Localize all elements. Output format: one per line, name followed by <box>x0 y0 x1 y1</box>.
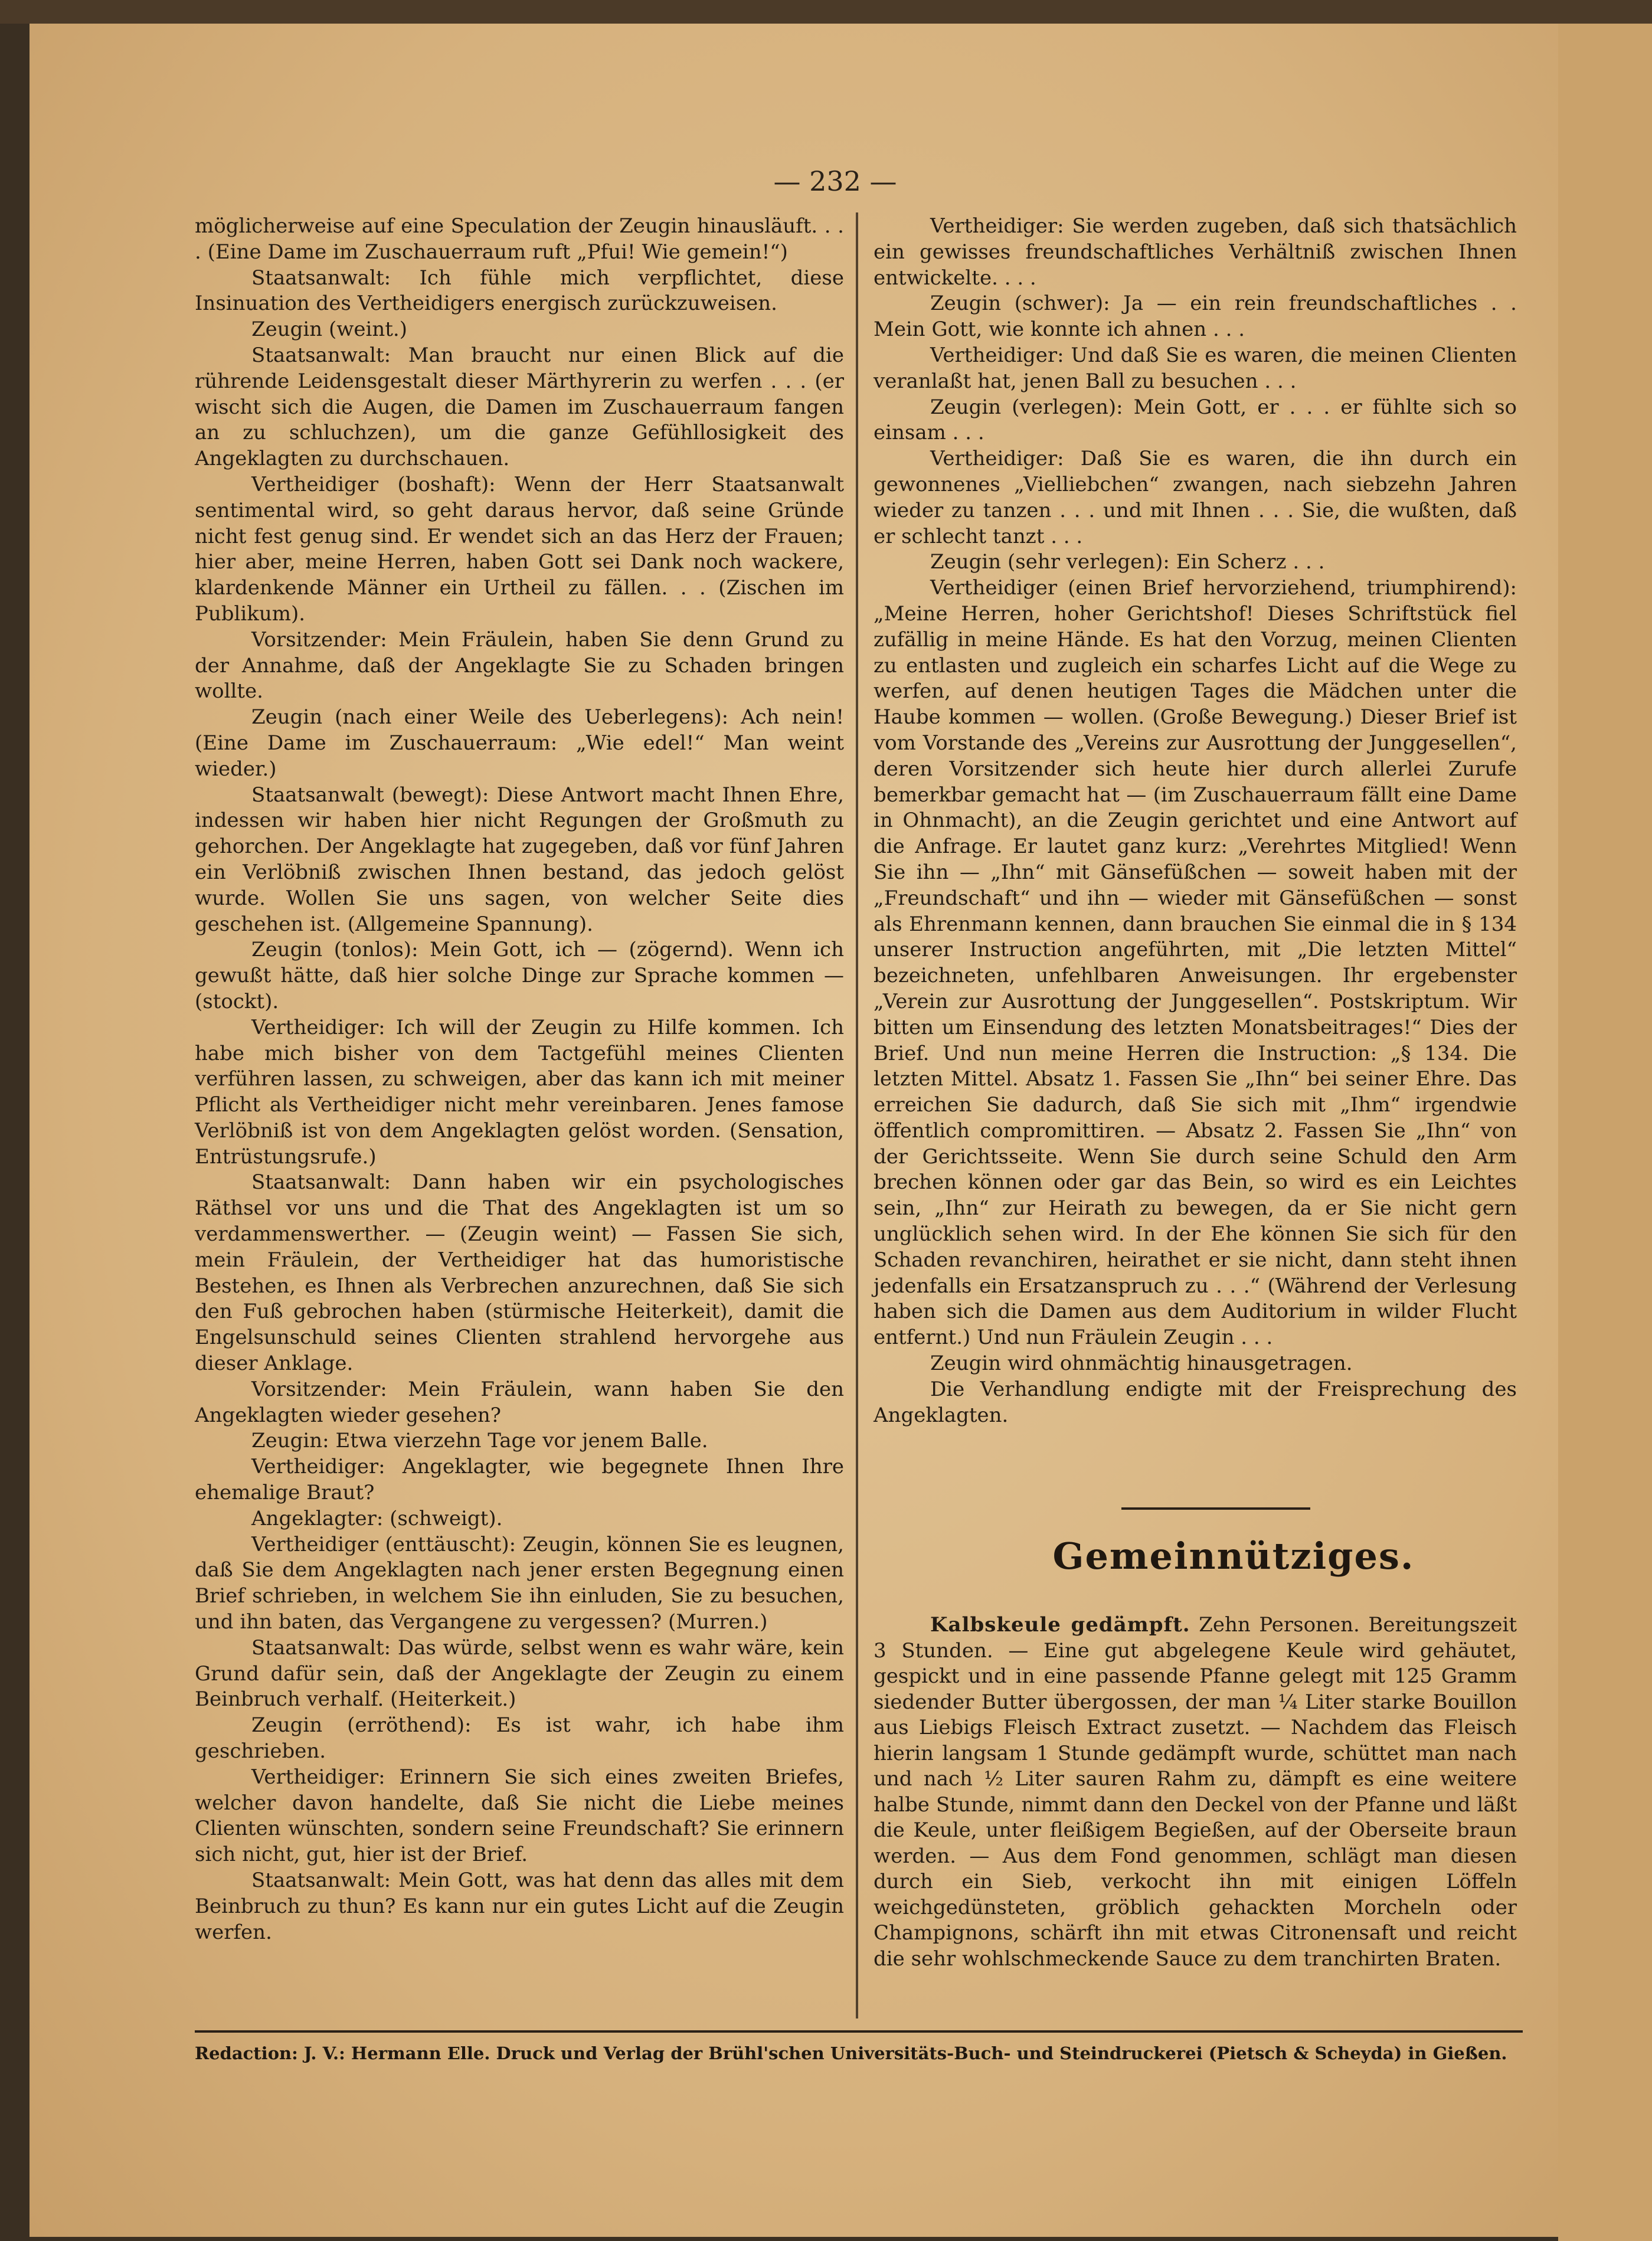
section-heading: Gemeinnütziges. <box>1052 1535 1415 1578</box>
paragraph: Angeklagter: (schweigt). <box>251 1506 503 1530</box>
page-number: — 232 — <box>773 165 897 197</box>
paragraph: Staatsanwalt: Das würde, selbst wenn es wahr wäre, kein Grund dafür sein, daß der Angeklagte der Zeugin zu einem Beinbruch verhalf. (Heiterkeit.) <box>195 1635 844 1712</box>
recipe-title: Kalbskeule gedämpft. <box>930 1613 1190 1637</box>
paragraph: Vorsitzender: Mein Fräulein, haben Sie denn Grund zu der Annahme, daß der Angeklagte Sie zu Schaden bringen wollte. <box>195 627 844 704</box>
paragraph: Zeugin (tonlos): Mein Gott, ich — (zögernd). Wenn ich gewußt hätte, daß hier solche Dinge zur Sprache kommen — (stockt). <box>195 938 844 1013</box>
paragraph: Zeugin (verlegen): Mein Gott, er . . . er fühlte sich so einsam . . . <box>874 395 1517 445</box>
paragraph: Staatsanwalt (bewegt): Diese Antwort macht Ihnen Ehre, indessen wir haben hier nicht Regungen der Großmuth zu gehorchen. Der Angeklagte hat zugegeben, daß vor fünf Jahren ein Verlöbniß zwischen Ihnen bestand, das jedoch gelöst wurde. Wollen Sie uns sagen, von welcher Seite dies geschehen ist. (Allgemeine Spannung). <box>195 783 844 936</box>
paragraph: Zeugin (erröthend): Es ist wahr, ich habe ihm geschrieben. <box>195 1713 844 1764</box>
section-separator-rule <box>1121 1507 1310 1510</box>
footer-rule <box>195 2030 1523 2033</box>
recipe-text: Zehn Personen. Bereitungszeit 3 Stunden. — Eine gut abgelegene Keule wird gehäutet, gespickt und in eine passende Pfanne gelegt mit 125 Gramm siedender Butter übergossen, der man ¼ Liter starke Bouillon aus Liebigs Fleisch Extract zusetzt. — Nachdem das Fleisch hierin langsam 1 Stunde gedämpft wurde, schüttet man nach und nach ½ Liter sauren Rahm zu, dämpft es eine weitere halbe Stunde, nimmt dann den Deckel von der Pfanne und läßt die Keule, unter fleißigem Begießen, auf der Oberseite braun werden. — Aus dem Fond genommen, schlägt man diesen durch ein Sieb, verkocht ihn mit einigen Löffeln weichgedünsteten, gröblich gehackten Morcheln oder Champignons, schärft ihn mit etwas Citronensaft und reicht die sehr wohlschmeckende Sauce zu dem tranchirten Braten. <box>874 1613 1517 1971</box>
column-divider <box>856 212 858 2018</box>
paragraph: Vertheidiger: Sie werden zugeben, daß sich thatsächlich ein gewisses freundschaftliches Verhältniß zwischen Ihnen entwickelte. . . . <box>874 214 1517 290</box>
paragraph: Vertheidiger: Angeklagter, wie begegnete Ihnen Ihre ehemalige Braut? <box>195 1455 844 1505</box>
imprint-footer: Redaction: J. V.: Hermann Elle. Druck und Verlag der Brühl'schen Universitäts-Buch- und Steindruckerei (Pietsch & Scheyda) in Gießen. <box>195 2043 1507 2063</box>
paragraph: Vertheidiger (enttäuscht): Zeugin, können Sie es leugnen, daß Sie dem Angeklagten nach jener ersten Begegnung einen Brief schrieben, in welchem Sie ihn einluden, Sie zu besuchen, und ihn baten, das Vergangene zu vergessen? (Murren.) <box>195 1532 844 1634</box>
paragraph: Zeugin: Etwa vierzehn Tage vor jenem Balle. <box>251 1429 708 1453</box>
paragraph: Vertheidiger (einen Brief hervorziehend, triumphirend): „Meine Herren, hoher Gerichtshof! Dieses Schriftstück fiel zufällig in meine Hände. Es hat den Vorzug, meinen Clienten zu entlasten und zugleich ein scharfes Licht auf die Wege zu werfen, auf denen heutigen Tages die Mädchen unter die Haube kommen — wollen. (Große Bewegung.) Dieser Brief ist vom Vorstande des „Vereins zur Ausrottung der Junggesellen“, deren Vorsitzender sich heute hier durch allerlei Zurufe bemerkbar gemacht hat — (im Zuschauerraum fällt eine Dame in Ohnmacht), an die Zeugin gerichtet und eine Antwort auf die Anfrage. Er lautet ganz kurz: „Verehrtes Mitglied! Wenn Sie ihn — „Ihn“ mit Gänsefüßchen — soweit haben mit der „Freundschaft“ und ihn — wieder mit Gänsefüßchen — sonst als Ehrenmann kennen, dann brauchen Sie einmal die in § 134 unserer Instruction angeführten, mit „Die letzten Mittel“ bezeichneten, unfehlbaren Anweisungen. Ihr ergebenster „Verein zur Ausrottung der Junggesellen“. Postskriptum. Wir bitten um Einsendung des letzten Monatsbeitrages!“ Dies der Brief. Und nun meine Herren die Instruction: „§ 134. Die letzten Mittel. Absatz 1. Fassen Sie „Ihn“ bei seiner Ehre. Das erreichen Sie dadurch, daß Sie sich mit „Ihm“ irgendwie öffentlich compromittiren. — Absatz 2. Fassen Sie „Ihn“ von der Gerichtsseite. Wenn Sie durch seine Schuld den Arm brechen können oder gar das Bein, so wird es ein Leichtes sein, „Ihn“ zur Heirath zu bewegen, da er Sie nicht gern unglücklich sehen wird. In der Ehe können Sie sich für den Schaden revanchiren, heirathet er sie nicht, dann steht ihnen jedenfalls ein Ersatzanspruch zu . . .“ (Während der Verlesung haben sich die Damen aus dem Auditorium in wilder Flucht entfernt.) Und nun Fräulein Zeugin . . . <box>874 576 1517 1350</box>
paragraph: Vertheidiger: Erinnern Sie sich eines zweiten Briefes, welcher davon handelte, daß Sie nicht die Liebe meines Clienten wünschten, sondern seine Freundschaft? Sie erinnern sich nicht, gut, hier ist der Brief. <box>195 1765 844 1867</box>
recipe-paragraph <box>874 1612 1517 1972</box>
paragraph: Staatsanwalt: Man braucht nur einen Blick auf die rührende Leidensgestalt dieser Märthyrerin zu werfen . . . (er wischt sich die Augen, die Damen im Zuschauerraum fangen an zu schluchzen), um die ganze Gefühllosigkeit des Angeklagten zu durchschauen. <box>195 343 844 471</box>
left-column <box>195 214 844 1945</box>
paragraph: Zeugin (sehr verlegen): Ein Scherz . . . <box>930 550 1325 574</box>
paragraph: Staatsanwalt: Ich fühle mich verpflichtet, diese Insinuation des Vertheidigers energisch zurückzuweisen. <box>195 266 844 316</box>
paragraph: Zeugin wird ohnmächtig hinausgetragen. <box>930 1352 1353 1376</box>
paragraph: Die Verhandlung endigte mit der Freisprechung des Angeklagten. <box>874 1377 1517 1427</box>
paragraph: Vertheidiger: Ich will der Zeugin zu Hilfe kommen. Ich habe mich bisher von dem Tactgefühl meines Clienten verführen lassen, zu schweigen, aber das kann ich mit meiner Pflicht als Vertheidiger nicht mehr vereinbaren. Jenes famose Verlöbniß ist von dem Angeklagten gelöst worden. (Sensation, Entrüstungsrufe.) <box>195 1015 844 1169</box>
paragraph: Staatsanwalt: Mein Gott, was hat denn das alles mit dem Beinbruch zu thun? Es kann nur ein gutes Licht auf die Zeugin werfen. <box>195 1869 844 1944</box>
page-right-margin <box>1558 24 1652 2241</box>
paragraph: Zeugin (nach einer Weile des Ueberlegens): Ach nein! (Eine Dame im Zuschauerraum: „Wie edel!“ Man weint wieder.) <box>195 705 844 781</box>
paragraph: Vertheidiger: Und daß Sie es waren, die meinen Clienten veranlaßt hat, jenen Ball zu besuchen . . . <box>874 343 1517 393</box>
paragraph: Staatsanwalt: Dann haben wir ein psychologisches Räthsel vor uns und die That des Angeklagten ist um so verdammenswerther. — (Zeugin weint) — Fassen Sie sich, mein Fräulein, der Vertheidiger hat das humoristische Bestehen, es Ihnen als Verbrechen anzurechnen, daß Sie sich den Fuß gebrochen haben (stürmische Heiterkeit), damit die Engelsunschuld seines Clienten strahlend hervorgehe aus dieser Anklage. <box>195 1170 844 1376</box>
scan-top-edge <box>0 0 1652 24</box>
paragraph: Vorsitzender: Mein Fräulein, wann haben Sie den Angeklagten wieder gesehen? <box>195 1377 844 1427</box>
paragraph: Zeugin (weint.) <box>251 318 407 342</box>
paragraph: Zeugin (schwer): Ja — ein rein freundschaftliches . . Mein Gott, wie konnte ich ahnen . . . <box>874 292 1517 342</box>
recipe-article <box>874 1612 1517 1972</box>
paragraph: möglicherweise auf eine Speculation der Zeugin hinausläuft. . . . (Eine Dame im Zuschauerraum ruft „Pfui! Wie gemein!“) <box>195 214 844 264</box>
right-column <box>874 214 1517 1428</box>
paragraph: Vertheidiger (boshaft): Wenn der Herr Staatsanwalt sentimental wird, so geht daraus hervor, daß seine Gründe nicht fest genug sind. Er wendet sich an das Herz der Frauen; hier aber, meine Herren, haben Gott sei Dank noch wackere, klardenkende Männer ein Urtheil zu fällen. . . (Zischen im Publikum). <box>195 472 844 626</box>
paragraph: Vertheidiger: Daß Sie es waren, die ihn durch ein gewonnenes „Vielliebchen“ zwangen, nach siebzehn Jahren wieder zu tanzen . . . und mit Ihnen . . . Sie, die wußten, daß er schlecht tanzt . . . <box>874 447 1517 548</box>
